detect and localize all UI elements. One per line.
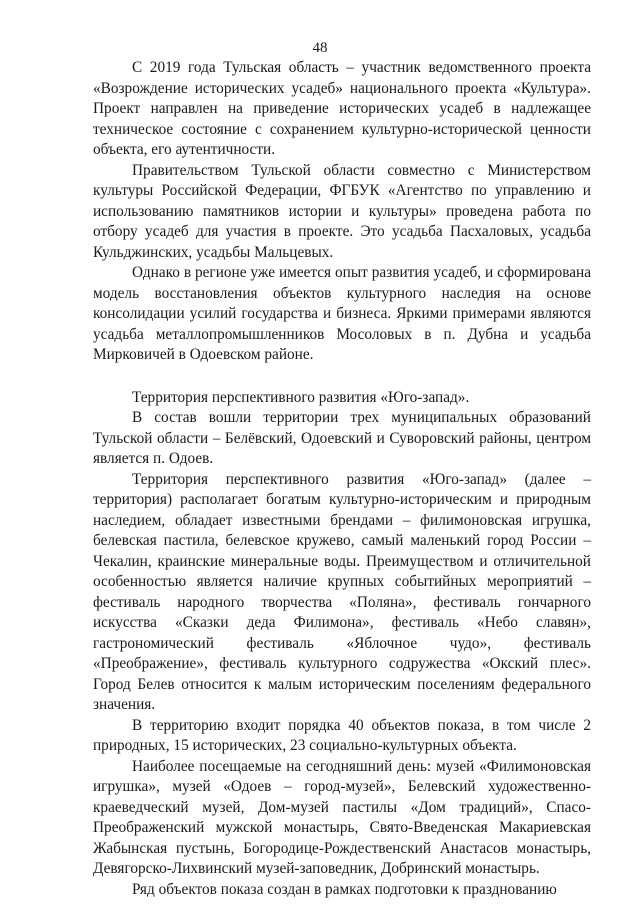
paragraph-estate-selection: Правительством Тульской области совместно с Министерством культуры Российской Федерации, ФГБУК «Агентство по управлению и использованию памятников истории и культуры» проведена работа по отбору усадеб для участия в проекте. Это усадьба Пасхаловых, усадьба Кульджинских, усадьбы Мальцевых. <box>93 161 591 261</box>
page-content <box>93 58 591 900</box>
page-number: 48 <box>312 40 328 56</box>
paragraph-most-visited: Наиболее посещаемые на сегодняшний день: музей «Филимоновская игрушка», музей «Одоев – город-музей», Белевский художественно-краеведческий музей, Дом-музей пастилы «Дом традиций», Спасо-Преображенский мужской монастырь, Свято-Введенская Макариевская Жабынская пустынь, Богородице-Рождественский Анастасов монастырь, Девягорско-Лихвинский музей-заповедник, Добринский монастырь. <box>93 757 591 877</box>
paragraph-estate-restoration: Однако в регионе уже имеется опыт развития усадеб, и сформирована модель восстановления объектов культурного наследия на основе консолидации усилий государства и бизнеса. Яркими примерами являются усадьба металлопромышленников Мосоловых в п. Дубна и усадьба Мирковичей в Одоевском районе. <box>93 264 591 363</box>
paragraph-territory-composition: В состав вошли территории трех муниципальных образований Тульской области – Белёвский, Одоевский и Суворовский районы, центром является п. Одоев. <box>93 409 591 467</box>
paragraph-display-objects: В территорию входит порядка 40 объектов показа, в том числе 2 природных, 15 исторических, 23 социально-культурных объекта. <box>93 716 591 754</box>
paragraph-continuation: Ряд объектов показа создан в рамках подготовки к празднованию <box>132 880 557 898</box>
section-heading: Территория перспективного развития «Юго-запад». <box>132 388 470 406</box>
paragraph-territory-heritage: Территория перспективного развития «Юго-запад» (далее – территория) располагает богатым культурно-историческим и природным наследием, обладает известными брендами – филимоновская игрушка, белевская пастила, белевское кружево, самый маленький город России – Чекалин, краинские минеральные воды. Преимуществом и отличительной особенностью является наличие крупных событийных мероприятий – фестиваль народного творчества «Поляна», фестиваль гончарного искусства «Сказки деда Филимона», фестиваль «Небо славян», гастрономический фестиваль «Яблочное чудо», фестиваль «Преображение», фестиваль культурного содружества «Окский плес». Город Белев относится к малым историческим поселениям федерального значения. <box>93 470 591 713</box>
paragraph-heritage-project: С 2019 года Тульская область – участник ведомственного проекта «Возрождение исторических усадеб» национального проекта «Культура». Проект направлен на приведение исторических усадеб в надлежащее техническое состояние с сохранением культурно-исторической ценности объекта, его аутентичности. <box>93 59 591 158</box>
